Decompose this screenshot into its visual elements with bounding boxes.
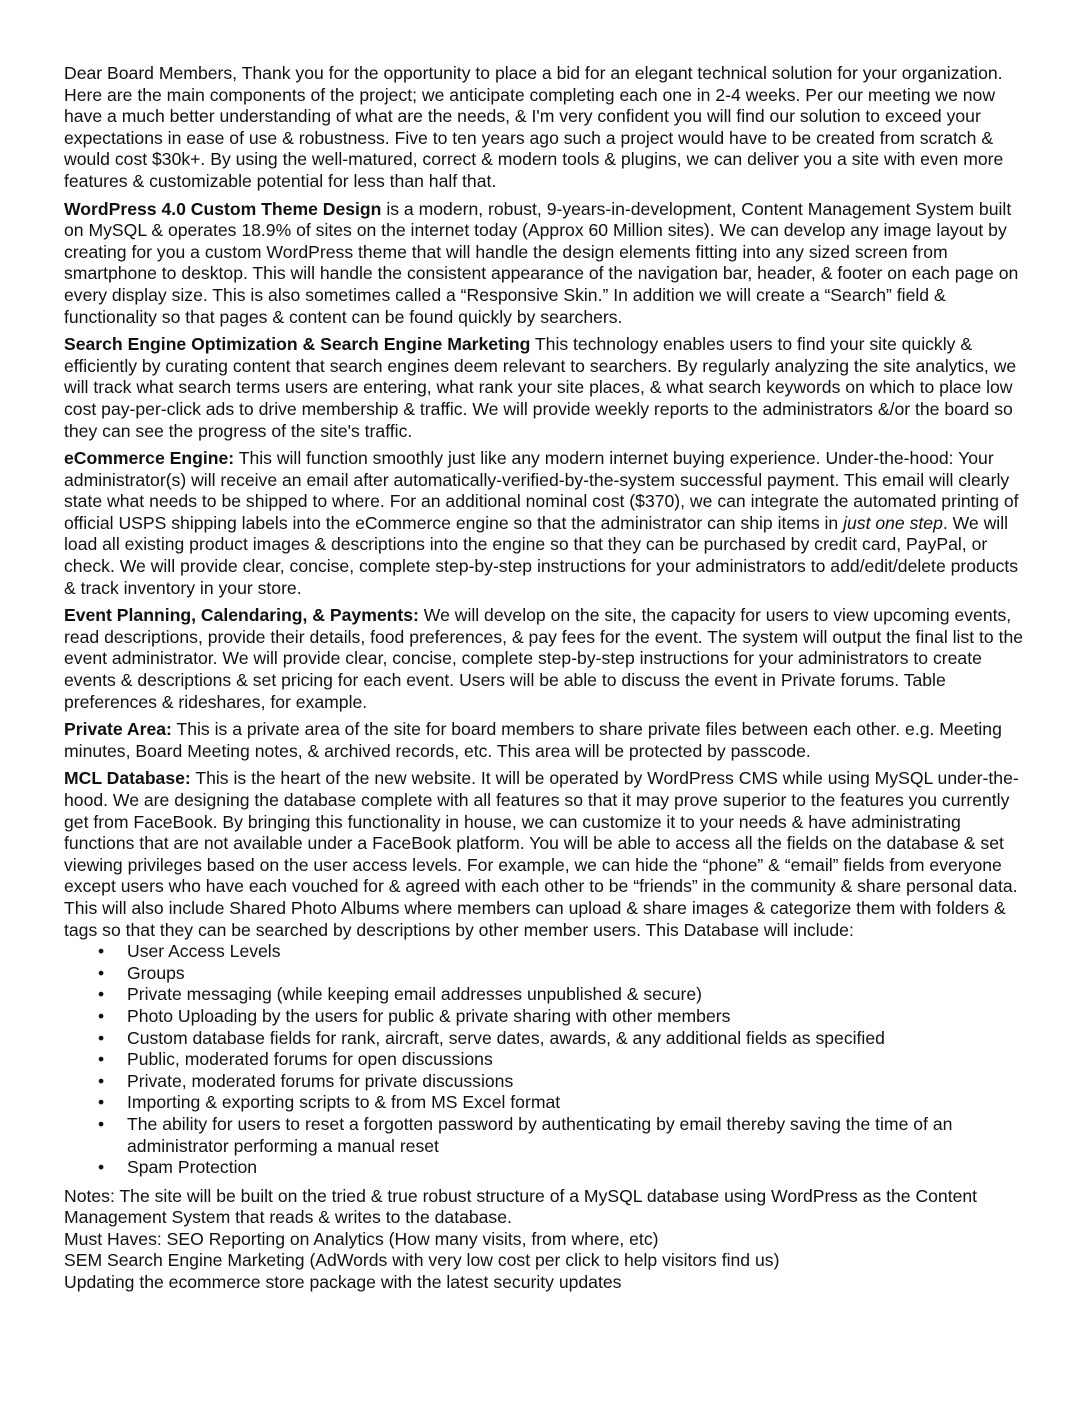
list-item-text: Public, moderated forums for open discussions bbox=[127, 1049, 493, 1070]
private-area-section bbox=[64, 719, 1034, 762]
list-item bbox=[64, 941, 1034, 963]
ecommerce-body-end: . We will load all existing product images & descriptions into the engine so that they can be purchased by credit card, PayPal, or check. We will provide clear, concise, complete step-by-step instructions for your administrators to add/edit/delete products & track inventory in your store. bbox=[64, 512, 1019, 598]
intro-paragraph: Dear Board Members, Thank you for the opportunity to place a bid for an elegant technical solution for your organization. Here are the main components of the project; we anticipate completing each one in 2-4 weeks. Per our meeting we now have a much better understanding of what are the needs, & I'm very confident you will find our solution to exceed your expectations in ease of use & robustness. Five to ten years ago such a project would have to be created from scratch & would cost $30k+. By using the well-matured, correct & modern tools & plugins, we can deliver you a site with even more features & customizable potential for less than half that. bbox=[64, 63, 1004, 191]
bullet-icon: • bbox=[98, 1113, 105, 1134]
list-item bbox=[64, 1157, 1034, 1179]
private-area-heading: Private Area: bbox=[64, 719, 172, 740]
bullet-icon: • bbox=[98, 1027, 105, 1048]
list-item bbox=[64, 984, 1034, 1006]
notes-block bbox=[64, 1186, 1034, 1294]
bullet-icon: • bbox=[98, 1070, 105, 1091]
bullet-icon: • bbox=[98, 984, 105, 1005]
security-updates-line: Updating the ecommerce store package with the latest security updates bbox=[64, 1272, 622, 1293]
seo-heading: Search Engine Optimization & Search Engine Marketing bbox=[64, 334, 531, 355]
notes-line: Notes: The site will be built on the tried & true robust structure of a MySQL database using WordPress as the Content Management System that reads & writes to the database. bbox=[64, 1185, 978, 1228]
bullet-icon: • bbox=[98, 962, 105, 983]
list-item-text: Groups bbox=[127, 962, 185, 983]
events-section bbox=[64, 605, 1034, 713]
ecommerce-body: This will function smoothly just like any modern internet buying experience. Under-the-hood: Your administrator(s) will receive an email after automatically-verified-by-the-system successful payment. This email will clearly state what needs to be shipped to where. For an additional nominal cost ($370), we can integrate the automated printing of official USPS shipping labels into the eCommerce engine so that the administrator can ship items in bbox=[64, 448, 1019, 533]
events-heading: Event Planning, Calendaring, & Payments: bbox=[64, 605, 419, 626]
ecommerce-heading: eCommerce Engine: bbox=[64, 448, 235, 469]
list-item bbox=[64, 1028, 1034, 1050]
list-item bbox=[64, 963, 1034, 985]
wordpress-section bbox=[64, 199, 1034, 329]
wordpress-heading: WordPress 4.0 Custom Theme Design bbox=[64, 198, 382, 219]
list-item-text: Private, moderated forums for private discussions bbox=[127, 1070, 514, 1091]
seo-body: This technology enables users to find your site quickly & efficiently by curating content that search engines deem relevant to searchers. By regularly analyzing the site analytics, we will track what search terms users are entering, what rank your site places, & what search keywords on which to place low cost pay-per-click ads to drive membership & traffic. We will provide weekly reports to the administrators &/or the board so they can see the progress of the site's traffic. bbox=[64, 334, 1017, 441]
private-area-body: This is a private area of the site for board members to share private files between each other. e.g. Meeting minutes, Board Meeting notes, & archived records, etc. This area will be protected by passcode. bbox=[64, 719, 1002, 761]
list-item bbox=[64, 1092, 1034, 1114]
bullet-icon: • bbox=[98, 1049, 105, 1070]
list-item bbox=[64, 1071, 1034, 1093]
list-item-text: Importing & exporting scripts to & from MS Excel format bbox=[127, 1092, 561, 1113]
list-item bbox=[64, 1049, 1034, 1071]
document-page bbox=[64, 63, 1034, 1294]
list-item bbox=[64, 1114, 1034, 1157]
mcl-feature-list bbox=[64, 941, 1034, 1179]
list-item-text: Spam Protection bbox=[127, 1157, 258, 1178]
list-item-text: Custom database fields for rank, aircraft, serve dates, awards, & any additional fields as specified bbox=[127, 1027, 885, 1048]
bullet-icon: • bbox=[98, 1157, 105, 1178]
list-item-text: Photo Uploading by the users for public & private sharing with other members bbox=[127, 1005, 731, 1026]
mcl-database-body: This is the heart of the new website. It will be operated by WordPress CMS while using MySQL under-the-hood. We are designing the database complete with all features so that it may prove superior to the features you currently get from FaceBook. By bringing this functionality in house, we can customize it to your needs & have administrating functions that are not available under a FaceBook platform. You will be able to access all the fields on the database & set viewing privileges based on the user access levels. For example, we can hide the “phone” & “email” fields from everyone except users who have each vouched for & agreed with each other to be “friends” in the community & share personal data. This will also include Shared Photo Albums where members can upload & share images & categorize them with folders & tags so that they can be searched by descriptions by other member users. This Database will include: bbox=[64, 768, 1019, 940]
list-item-text: User Access Levels bbox=[127, 941, 281, 962]
wordpress-body: is a modern, robust, 9-years-in-development, Content Management System built on MySQL & operates 18.9% of sites on the internet today (Approx 60 Million sites). We can develop any image layout by creating for you a custom WordPress theme that will handle the design elements fitting into any sized screen from smartphone to desktop. This will handle the consistent appearance of the navigation bar, header, & footer on each page on every display size. This is also sometimes called a “Responsive Skin.” In addition we will create a “Search” field & functionality so that pages & content can be found quickly by searchers. bbox=[64, 198, 1019, 327]
must-haves-line: Must Haves: SEO Reporting on Analytics (How many visits, from where, etc) bbox=[64, 1228, 659, 1249]
events-body: We will develop on the site, the capacity for users to view upcoming events, read descriptions, provide their details, food preferences, & pay fees for the event. The system will output the final list to the event administrator. We will provide clear, concise, complete step-by-step instructions for your administrators to create events & descriptions & set pricing for each event. Users will be able to discuss the event in Private forums. Table preferences & rideshares, for example. bbox=[64, 605, 1024, 712]
mcl-database-heading: MCL Database: bbox=[64, 768, 191, 789]
list-item-text: Private messaging (while keeping email addresses unpublished & secure) bbox=[127, 984, 703, 1005]
seo-section bbox=[64, 334, 1034, 442]
list-item bbox=[64, 1006, 1034, 1028]
ecommerce-section bbox=[64, 448, 1034, 599]
mcl-database-section bbox=[64, 768, 1034, 941]
bullet-icon: • bbox=[98, 1092, 105, 1113]
ecommerce-emphasis: just one step bbox=[843, 512, 943, 533]
sem-line: SEM Search Engine Marketing (AdWords with very low cost per click to help visitors find us) bbox=[64, 1250, 780, 1271]
list-item-text: The ability for users to reset a forgotten password by authenticating by email thereby saving the time of an administrator performing a manual reset bbox=[127, 1113, 953, 1156]
bullet-icon: • bbox=[98, 1005, 105, 1026]
bullet-icon: • bbox=[98, 941, 105, 962]
